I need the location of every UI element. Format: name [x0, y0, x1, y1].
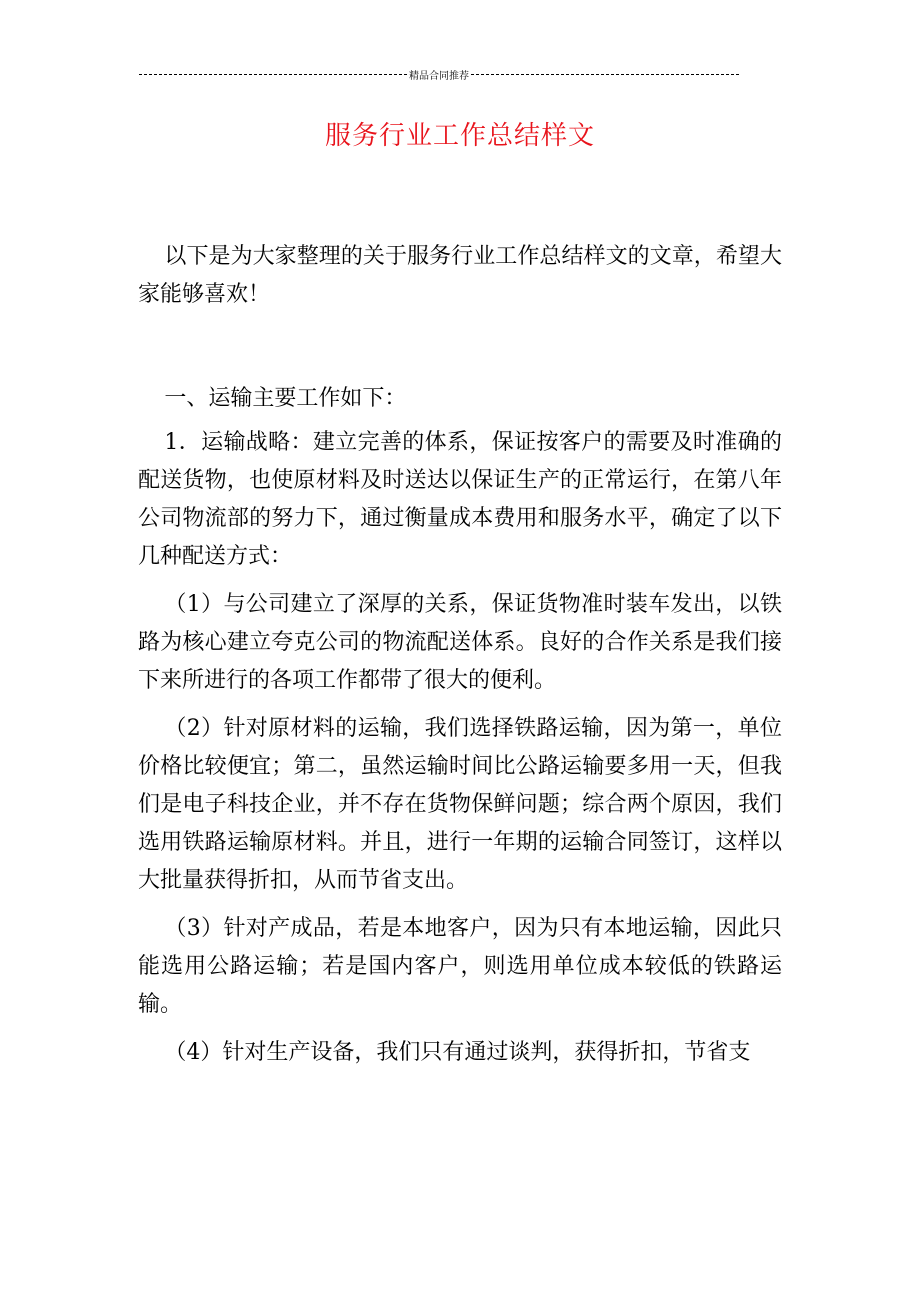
body-paragraph: （3）针对产成品，若是本地客户，因为只有本地运输，因此只能选用公路运输；若是国内客户，则选用单位成本较低的铁路运输。: [138, 916, 782, 1017]
body-paragraph: （1）与公司建立了深厚的关系，保证货物准时装车发出，以铁路为核心建立夸克公司的物流配送体系。良好的合作关系是我们接下来所进行的各项工作都带了很大的便利。: [138, 592, 782, 693]
header-label: 精品合同推荐: [409, 70, 469, 82]
intro-paragraph: 以下是为大家整理的关于服务行业工作总结样文的文章，希望大家能够喜欢！: [138, 244, 782, 307]
body-paragraph: （2）针对原材料的运输，我们选择铁路运输，因为第一，单位价格比较便宜；第二，虽然运输时间比公路运输要多用一天，但我们是电子科技企业，并不存在货物保鲜问题；综合两个原因，我们选用铁路运输原材料。并且，进行一年期的运输合同签订，这样以大批量获得折扣，从而节省支出。: [138, 716, 782, 893]
header-dash-right: [471, 74, 739, 75]
body-paragraph: 1．运输战略：建立完善的体系，保证按客户的需要及时准确的配送货物，也使原材料及时送达以保证生产的正常运行，在第八年公司物流部的努力下，通过衡量成本费用和服务水平，确定了以下几种配送方式：: [138, 430, 782, 569]
header-dash-left: [139, 74, 407, 75]
document-body: [138, 238, 782, 1082]
body-paragraph: （4）针对生产设备，我们只有通过谈判，获得折扣，节省支: [164, 1040, 751, 1065]
page-header: [139, 66, 739, 82]
section-heading: 一、运输主要工作如下：: [164, 386, 407, 411]
document-title: 服务行业工作总结样文: [324, 121, 595, 151]
